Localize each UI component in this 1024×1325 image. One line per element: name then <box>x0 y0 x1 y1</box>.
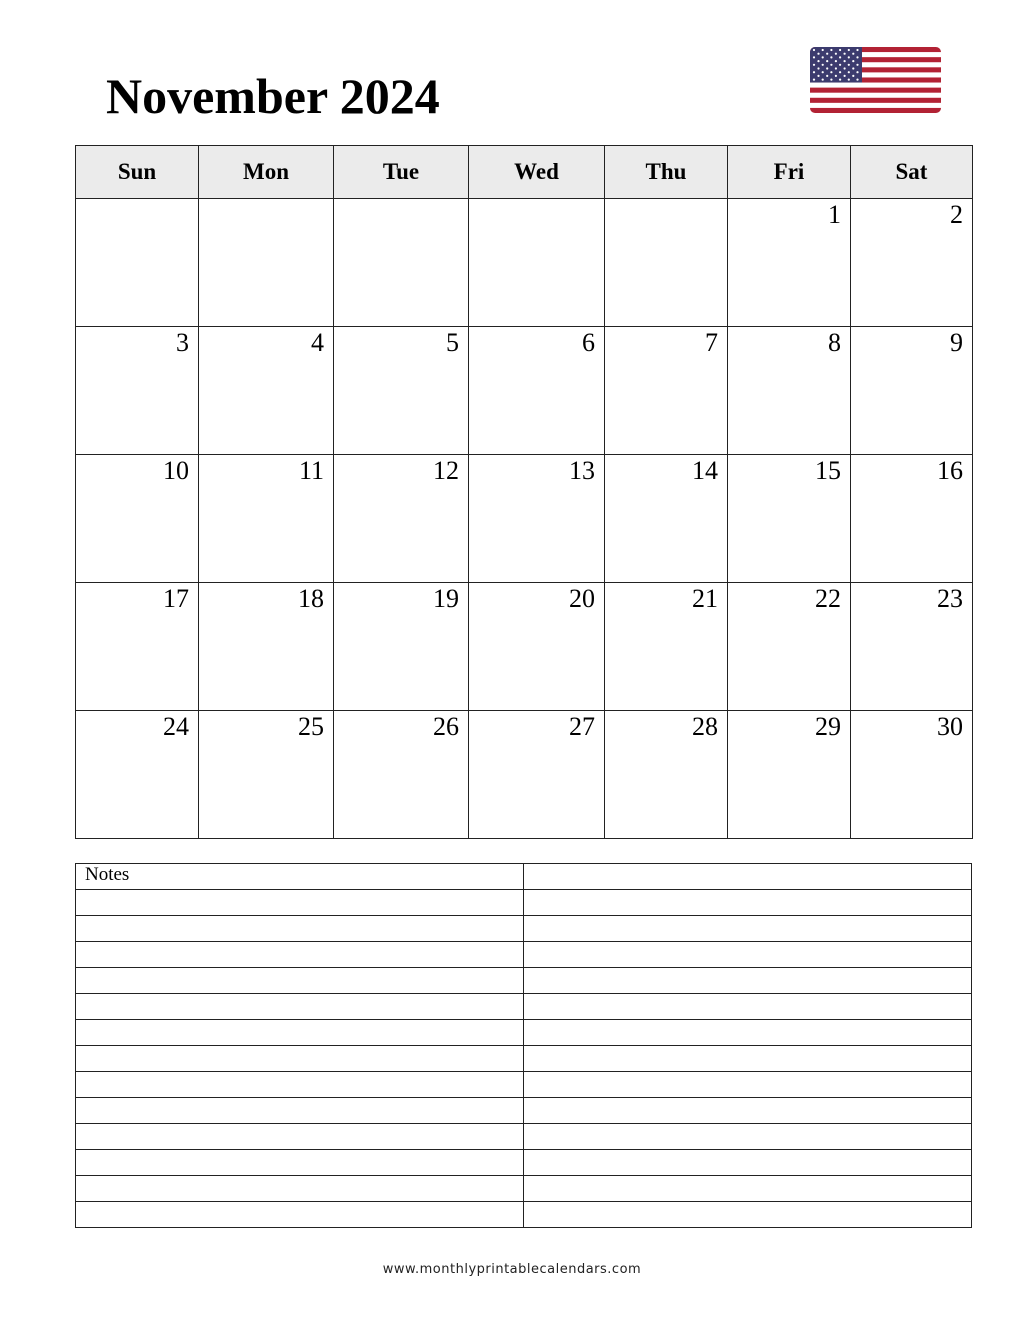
notes-line[interactable] <box>76 1202 524 1228</box>
day-cell-15[interactable]: 15 <box>728 455 851 583</box>
empty-day-cell[interactable] <box>199 199 334 327</box>
notes-line[interactable] <box>524 942 972 968</box>
notes-line[interactable] <box>76 942 524 968</box>
notes-line[interactable] <box>524 968 972 994</box>
notes-line[interactable] <box>524 864 972 890</box>
day-cell-19[interactable]: 19 <box>334 583 469 711</box>
page-title: November 2024 <box>106 68 440 124</box>
notes-row <box>76 1046 972 1072</box>
day-cell-30[interactable]: 30 <box>851 711 973 839</box>
notes-line[interactable] <box>76 1072 524 1098</box>
notes-row <box>76 1150 972 1176</box>
empty-day-cell[interactable] <box>605 199 728 327</box>
week-row <box>76 327 973 455</box>
notes-line[interactable] <box>524 994 972 1020</box>
empty-day-cell[interactable] <box>469 199 605 327</box>
day-cell-27[interactable]: 27 <box>469 711 605 839</box>
day-cell-18[interactable]: 18 <box>199 583 334 711</box>
day-cell-3[interactable]: 3 <box>76 327 199 455</box>
day-cell-9[interactable]: 9 <box>851 327 973 455</box>
notes-line[interactable] <box>524 1176 972 1202</box>
notes-row <box>76 890 972 916</box>
notes-row <box>76 1202 972 1228</box>
day-cell-14[interactable]: 14 <box>605 455 728 583</box>
day-cell-25[interactable]: 25 <box>199 711 334 839</box>
weekday-header-sun: Sun <box>76 146 199 199</box>
day-cell-22[interactable]: 22 <box>728 583 851 711</box>
week-row <box>76 711 973 839</box>
day-cell-26[interactable]: 26 <box>334 711 469 839</box>
notes-row <box>76 1124 972 1150</box>
day-cell-12[interactable]: 12 <box>334 455 469 583</box>
empty-day-cell[interactable] <box>76 199 199 327</box>
footer-url: www.monthlyprintablecalendars.com <box>382 1262 642 1277</box>
notes-line[interactable] <box>524 1020 972 1046</box>
notes-line[interactable] <box>76 890 524 916</box>
day-cell-13[interactable]: 13 <box>469 455 605 583</box>
notes-row <box>76 864 972 890</box>
notes-line[interactable] <box>76 1124 524 1150</box>
day-cell-24[interactable]: 24 <box>76 711 199 839</box>
calendar-grid <box>75 145 973 839</box>
empty-day-cell[interactable] <box>334 199 469 327</box>
us-flag-icon <box>810 47 941 113</box>
notes-row <box>76 1176 972 1202</box>
notes-line[interactable] <box>524 890 972 916</box>
notes-line[interactable] <box>524 1098 972 1124</box>
notes-line[interactable] <box>76 1150 524 1176</box>
day-cell-4[interactable]: 4 <box>199 327 334 455</box>
notes-line[interactable] <box>524 916 972 942</box>
notes-line[interactable] <box>524 1150 972 1176</box>
notes-line[interactable] <box>524 1072 972 1098</box>
week-row <box>76 455 973 583</box>
day-cell-10[interactable]: 10 <box>76 455 199 583</box>
notes-label[interactable]: Notes <box>76 864 524 890</box>
notes-line[interactable] <box>524 1124 972 1150</box>
notes-row <box>76 968 972 994</box>
day-cell-21[interactable]: 21 <box>605 583 728 711</box>
notes-line[interactable] <box>76 1046 524 1072</box>
notes-row <box>76 1020 972 1046</box>
notes-line[interactable] <box>524 1202 972 1228</box>
day-cell-7[interactable]: 7 <box>605 327 728 455</box>
day-cell-8[interactable]: 8 <box>728 327 851 455</box>
day-cell-20[interactable]: 20 <box>469 583 605 711</box>
notes-row <box>76 916 972 942</box>
day-cell-5[interactable]: 5 <box>334 327 469 455</box>
week-row <box>76 583 973 711</box>
weekday-header-fri: Fri <box>728 146 851 199</box>
notes-line[interactable] <box>76 1020 524 1046</box>
notes-row <box>76 994 972 1020</box>
day-cell-17[interactable]: 17 <box>76 583 199 711</box>
notes-line[interactable] <box>76 968 524 994</box>
notes-table <box>75 863 972 1228</box>
notes-row <box>76 1072 972 1098</box>
weekday-header-sat: Sat <box>851 146 973 199</box>
day-cell-1[interactable]: 1 <box>728 199 851 327</box>
weekday-header-thu: Thu <box>605 146 728 199</box>
notes-line[interactable] <box>76 916 524 942</box>
day-cell-28[interactable]: 28 <box>605 711 728 839</box>
weekday-header-mon: Mon <box>199 146 334 199</box>
weekday-header-tue: Tue <box>334 146 469 199</box>
notes-line[interactable] <box>76 994 524 1020</box>
day-cell-23[interactable]: 23 <box>851 583 973 711</box>
day-cell-6[interactable]: 6 <box>469 327 605 455</box>
notes-line[interactable] <box>76 1098 524 1124</box>
day-cell-29[interactable]: 29 <box>728 711 851 839</box>
week-row <box>76 199 973 327</box>
notes-line[interactable] <box>524 1046 972 1072</box>
day-cell-16[interactable]: 16 <box>851 455 973 583</box>
day-cell-2[interactable]: 2 <box>851 199 973 327</box>
notes-row <box>76 1098 972 1124</box>
notes-row <box>76 942 972 968</box>
day-cell-11[interactable]: 11 <box>199 455 334 583</box>
notes-line[interactable] <box>76 1176 524 1202</box>
weekday-header-wed: Wed <box>469 146 605 199</box>
